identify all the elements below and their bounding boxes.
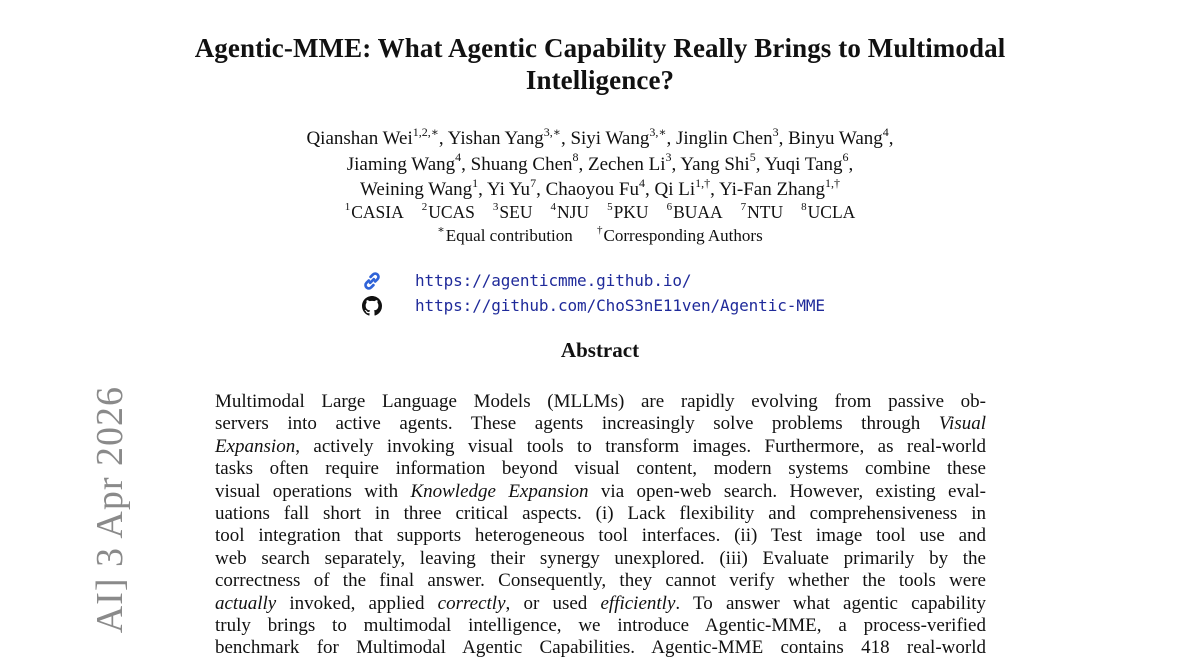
- affiliation-item: $^2$UCAS: [421, 201, 475, 222]
- link-icon: [359, 270, 385, 292]
- abstract-heading: Abstract: [560, 338, 640, 362]
- title-line-2: Intelligence?: [525, 65, 675, 95]
- author-name: Yi Yu$^7$: [486, 175, 537, 200]
- abstract-body: [215, 391, 986, 660]
- author-name: Yishan Yang$^{3,∗}$: [447, 124, 561, 149]
- arxiv-watermark: [18, 386, 131, 648]
- abstract-line: web search separately, leaving their synergy unexplored. (iii) Evaluate primarily by the: [215, 547, 986, 569]
- github-link[interactable]: https://github.com/ChoS3nE11ven/Agentic-MME: [415, 296, 825, 315]
- title-line-1: Agentic-MME: What Agentic Capability Really Brings to Multimodal: [194, 33, 1006, 63]
- author-name: Weining Wang$^1$: [359, 175, 479, 200]
- author-name: Shuang Chen$^8$: [470, 150, 579, 175]
- equal-contribution-note: ∗Equal contribution: [437, 224, 573, 245]
- author-name: Qi $Li^{1,\dagger}$: [654, 175, 711, 200]
- github-link-row: [359, 293, 979, 318]
- corresponding-authors-note: †Corresponding Authors: [597, 224, 763, 245]
- author-name: Jiaming Wang$^4$: [346, 150, 462, 175]
- affiliation-item: $^8$UCLA: [801, 201, 856, 222]
- abstract-line: Multimodal Large Language Models (MLLMs) are rapidly evolving from passive ob-: [215, 391, 986, 412]
- abstract-line: servers into active agents. These agents increasingly solve problems through Visual: [215, 413, 986, 435]
- affiliation-item: $^5$PKU: [607, 201, 649, 222]
- author-row-2: Jiaming Wang$^4$, Shuang Chen$^8$, Zechen Li$^3$, Yang Shi$^5$, Yuqi Tang$^6$,: [346, 150, 854, 175]
- author-row-1: Qianshan Wei$^{1,2,∗}$, Yishan Yang$^{3,∗}$, Siyi Wang$^{3,∗}$, Jinglin Chen$^3$, Binyu Wang$^4$,: [306, 124, 894, 149]
- author-name: Jinglin Chen$^3$: [675, 124, 779, 149]
- project-links: [359, 268, 979, 318]
- author-name: Yang Shi$^5$: [680, 150, 756, 175]
- abstract-line: Expansion, actively invoking visual tools to transform images. Furthermore, as real-world: [215, 435, 986, 457]
- author-name: Yi-Fan Zhang$^{1,\dagger}$: [718, 175, 841, 200]
- author-name: Qianshan Wei$^{1,2,∗}$: [306, 124, 439, 149]
- abstract-line: truly brings to multimodal intelligence, we introduce Agentic-MME, a process-verified: [215, 614, 986, 636]
- author-name: Siyi Wang$^{3,∗}$: [570, 124, 667, 149]
- affiliation-item: $^6$BUAA: [666, 201, 723, 222]
- author-name: Zechen Li$^3$: [588, 150, 672, 175]
- author-list: [0, 126, 1200, 203]
- abstract-line: uations fall short in three critical aspects. (i) Lack flexibility and comprehensiveness in: [215, 502, 986, 524]
- affiliation-list: [0, 200, 1200, 224]
- author-name: Yuqi Tang$^6$: [764, 150, 849, 175]
- arxiv-watermark-text: AI] 3 Apr 2026: [89, 386, 131, 634]
- abstract-line: correctness of the final answer. Consequently, they cannot verify whether the tools were: [215, 570, 986, 592]
- author-name: Binyu Wang$^4$: [788, 124, 889, 149]
- affiliation-item: $^7$NTU: [740, 201, 784, 222]
- affiliation-item: $^1$CASIA: [344, 201, 404, 222]
- abstract-line: visual operations with Knowledge Expansion via open-web search. However, existing eval-: [215, 480, 986, 502]
- website-link[interactable]: https://agenticmme.github.io/: [415, 271, 692, 290]
- affiliation-item: $^3$SEU: [492, 201, 533, 222]
- affiliation-item: $^4$NJU: [550, 201, 590, 222]
- abstract-line: tool integration that supports heterogeneous tool interfaces. (ii) Test image tool use and: [215, 525, 986, 547]
- website-link-row: [359, 268, 979, 293]
- abstract-line: benchmark for Multimodal Agentic Capabilities. Agentic-MME contains 418 real-world: [215, 637, 986, 659]
- abstract-line: tasks often require information beyond visual content, modern systems combine these: [215, 458, 986, 480]
- paper-title: [0, 32, 1200, 96]
- abstract-line: actually invoked, applied correctly, or used efficiently. To answer what agentic capability: [215, 592, 987, 614]
- author-notes: [0, 224, 1200, 248]
- author-row-3: Weining Wang$^1$, Yi Yu$^7$, Chaoyou Fu$^4$, Qi $Li^{1,\dagger}$, Yi-Fan Zhang$^{1,\dagger}$: [359, 175, 841, 200]
- author-name: Chaoyou Fu$^4$: [545, 175, 645, 200]
- github-icon: [359, 295, 385, 317]
